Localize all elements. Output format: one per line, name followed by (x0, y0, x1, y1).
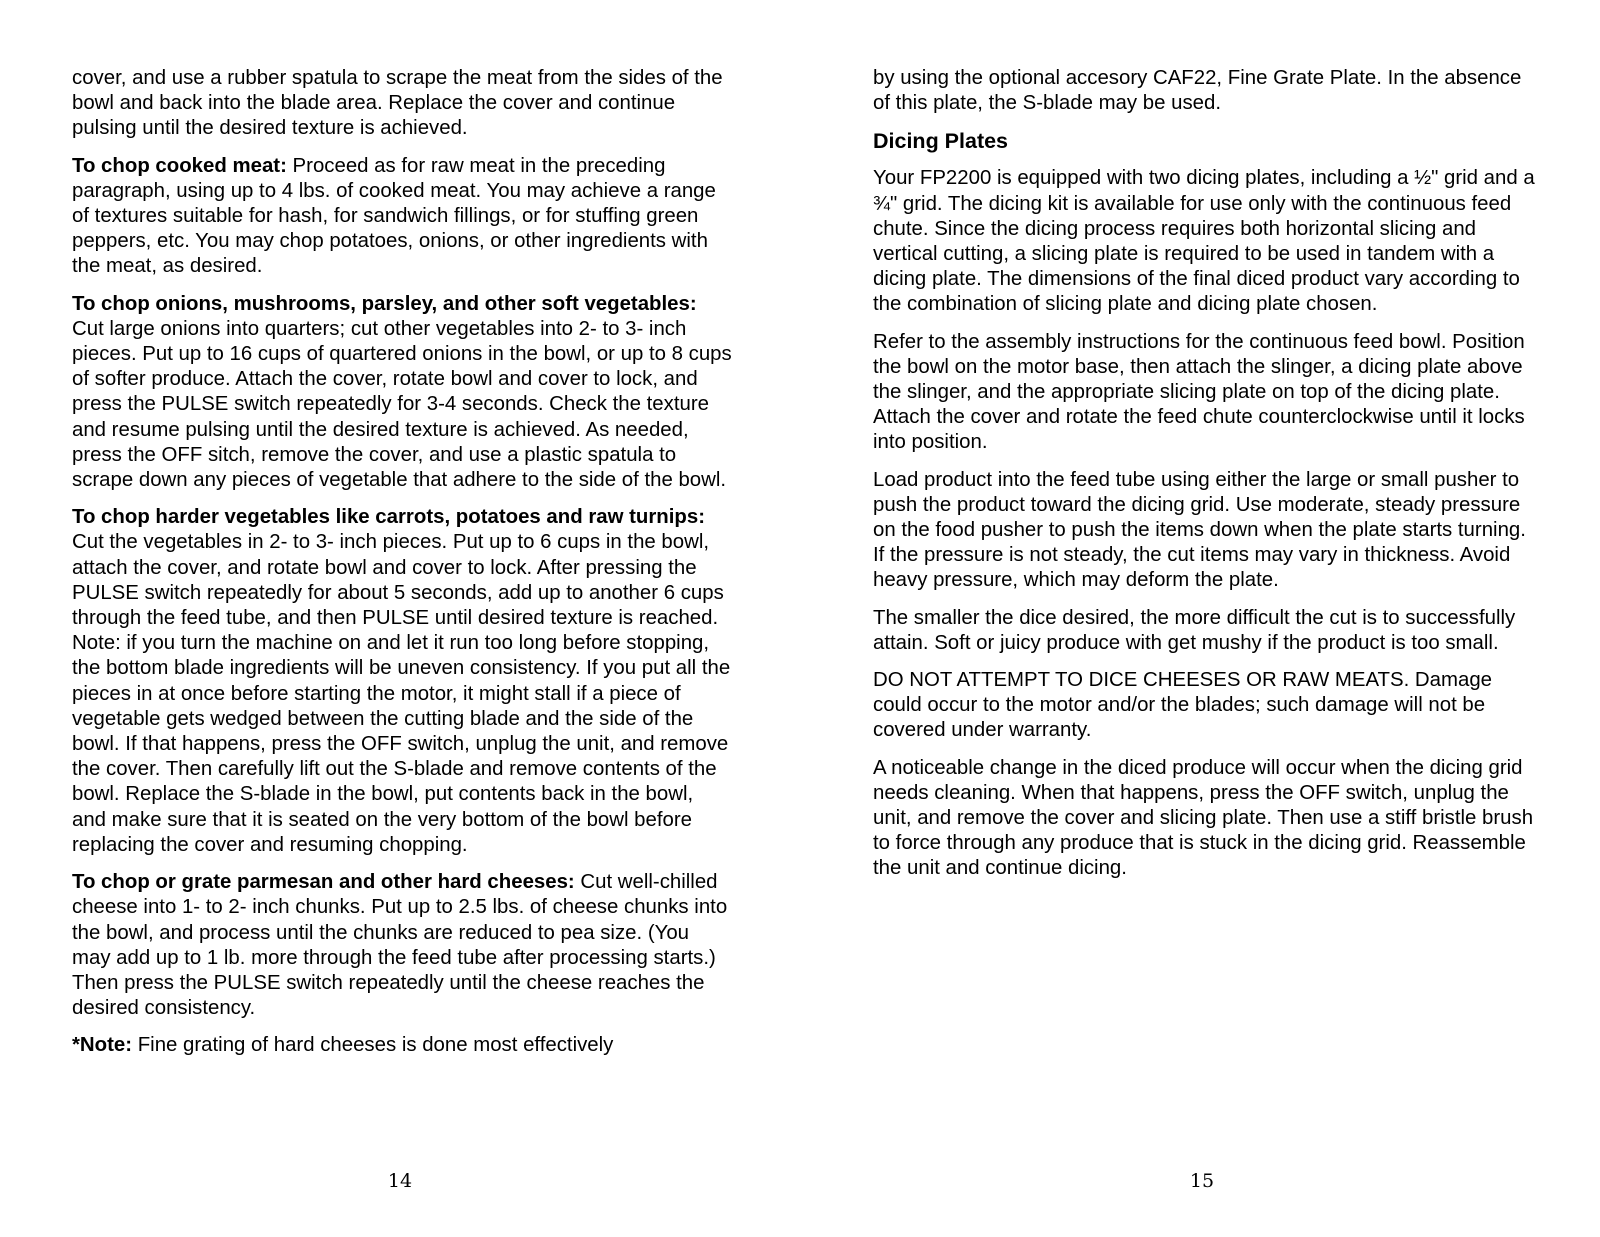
paragraph-body: Fine grating of hard cheeses is done most effectively (132, 1034, 614, 1057)
paragraph-lead: *Note: (72, 1034, 133, 1057)
paragraph-lead: To chop cooked meat: (72, 154, 287, 177)
paragraph-raw-meat-continued: cover, and use a rubber spatula to scrape the meat from the sides of the bowl and back into the blade area. Replace the cover and continue pulsing until the desired texture is achieved. (72, 67, 723, 140)
paragraph-soft-vegetables (72, 292, 732, 494)
paragraph-lead: To chop or grate parmesan and other hard cheeses: (72, 871, 575, 894)
paragraph-note (72, 1033, 732, 1058)
paragraph-body: Cut large onions into quarters; cut other vegetables into 2- to 3- inch pieces. Put up to 16 cups of quartered onions in the bowl, or up to 8 cups of softer produce. Attach the cover, rotate bowl and cover to lock, and press the PULSE switch repeatedly for 3-4 seconds. Check the texture and resume pulsing until the desired texture is achieved. As needed, press the OFF sitch, remove the cover, and use a plastic spatula to scrape down any pieces of vegetable that adhere to the side of the bowl. (72, 317, 732, 492)
paragraph-cooked-meat (72, 154, 732, 280)
paragraph-cleaning: A noticeable change in the diced produce will occur when the dicing grid needs cleaning. When that happens, press the OFF switch, unplug the unit, and remove the cover and slicing plate. Then use a stiff bristle brush to force through any produce that is stuck in the dicing grid. Reassemble the unit and continue dicing. (873, 756, 1534, 880)
paragraph-assembly: Refer to the assembly instructions for the continuous feed bowl. Position the bowl on the motor base, then attach the slinger, a dicing plate above the slinger, and the appropriate slicing plate on top of the dicing plate. Attach the cover and rotate the feed chute counterclockwise until it locks into position. (873, 330, 1525, 454)
paragraph-warning: DO NOT ATTEMPT TO DICE CHEESES OR RAW MEATS. Damage could occur to the motor and/or the blades; such damage will not be covered under warranty. (873, 669, 1493, 742)
paragraph-fine-grate-continued: by using the optional accesory CAF22, Fine Grate Plate. In the absence of this plate, the S-blade may be used. (873, 67, 1522, 115)
paragraph-hard-vegetables (72, 505, 732, 858)
paragraph-body: Cut well-chilled cheese into 1- to 2- inch chunks. Put up to 2.5 lbs. of cheese chunks into the bowl, and process until the chunks are reduced to pea size. (You may add up to 1 lb. more through the feed tube after processing starts.) Then press the PULSE switch repeatedly until the cheese reaches the desired consistency. (72, 871, 728, 1020)
paragraph-loading: Load product into the feed tube using either the large or small pusher to push the product toward the dicing grid. Use moderate, steady pressure on the food pusher to push the items down when the plate starts turning. If the pressure is not steady, the cut items may vary in thickness. Avoid heavy pressure, which may deform the plate. (873, 468, 1526, 592)
paragraph-body: Proceed as for raw meat in the preceding paragraph, using up to 4 lbs. of cooked meat. You may achieve a range of textures suitable for hash, for sandwich fillings, or for stuffing green peppers, etc. You may chop potatoes, onions, or other ingredients with the meat, as desired. (72, 154, 716, 278)
paragraph-lead: To chop harder vegetables like carrots, potatoes and raw turnips: (72, 506, 706, 529)
paragraph-lead: To chop onions, mushrooms, parsley, and other soft vegetables: (72, 292, 697, 315)
paragraph-body: Cut the vegetables in 2- to 3- inch pieces. Put up to 6 cups in the bowl, attach the cover, and rotate bowl and cover to lock. After pressing the PULSE switch repeatedly for about 5 seconds, add up to another 6 cups through the feed tube, and then PULSE until desired texture is reached. Note: if you turn the machine on and let it run too long before stopping, the bottom blade ingredients will be uneven consistency. If you put all the pieces in at once before starting the motor, it might stall if a piece of vegetable gets wedged between the cutting blade and the side of the bowl. If that happens, press the OFF switch, unplug the unit, and remove the cover. Then carefully lift out the S-blade and remove contents of the bowl. Replace the S-blade in the bowl, put contents back in the bowl, and make sure that it is seated on the very bottom of the bowl before replacing the cover and resuming chopping. (72, 531, 731, 856)
paragraph-hard-cheeses (72, 870, 732, 1021)
page-number-left: 14 (387, 1170, 413, 1192)
left-page (72, 66, 732, 1071)
section-heading-dicing-plates: Dicing Plates (873, 129, 1009, 154)
page-number-right: 15 (1189, 1170, 1215, 1192)
paragraph-dice-size: The smaller the dice desired, the more difficult the cut is to successfully attain. Soft or juicy produce with get mushy if the product is too small. (873, 606, 1516, 654)
right-page (873, 66, 1541, 894)
paragraph-dicing-intro: Your FP2200 is equipped with two dicing plates, including a ½" grid and a ¾" grid. The dicing kit is available for use only with the continuous feed chute. Since the dicing process requires both horizontal slicing and vertical cutting, a slicing plate is required to be used in tandem with a dicing plate. The dimensions of the final diced product vary according to the combination of slicing plate and dicing plate chosen. (873, 167, 1535, 316)
